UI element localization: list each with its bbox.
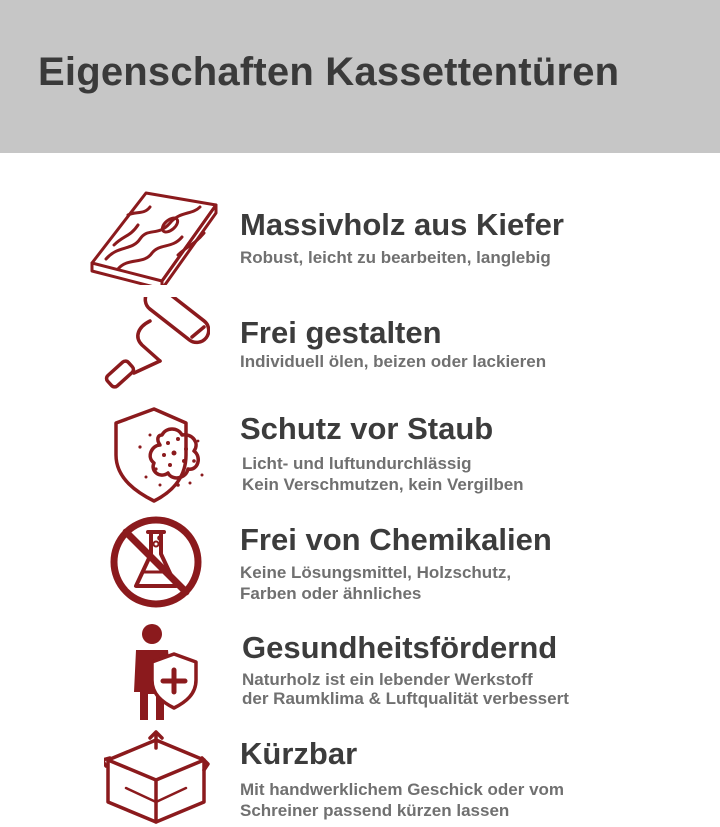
feature-title: Gesundheitsfördernd [242, 630, 558, 665]
feature-description: Individuell ölen, beizen oder lackieren [240, 352, 547, 371]
feature-massivholz [0, 185, 720, 285]
feature-description-line-1: Mit handwerklichem Geschick oder vom [240, 780, 565, 799]
feature-description-line-2: der Raumklima & Luftqualität verbessert [242, 689, 569, 708]
health-person-shield-icon [126, 620, 206, 725]
feature-schutz-staub [0, 405, 720, 505]
feature-title: Schutz vor Staub [240, 411, 494, 446]
feature-frei-gestalten [0, 297, 720, 397]
paint-roller-icon [100, 297, 210, 397]
feature-title: Kürzbar [240, 736, 358, 771]
wood-plank-icon [88, 185, 218, 285]
dust-shield-icon [110, 405, 210, 505]
feature-description-line-2: Kein Verschmutzen, kein Vergilben [242, 475, 524, 494]
feature-chemikalien [0, 512, 720, 612]
feature-description-line-1: Naturholz ist ein lebender Werkstoff [242, 670, 533, 689]
feature-description-line-1: Keine Lösungsmittel, Holzschutz, [240, 563, 512, 582]
feature-title: Frei von Chemikalien [240, 522, 552, 557]
feature-title: Frei gestalten [240, 315, 442, 350]
header-banner [0, 0, 720, 153]
page-title: Eigenschaften Kassettentüren [38, 50, 620, 94]
feature-title: Massivholz aus Kiefer [240, 207, 564, 242]
feature-kuerzbar [0, 730, 720, 827]
feature-description-line-2: Schreiner passend kürzen lassen [240, 801, 510, 820]
resize-box-icon [104, 730, 210, 825]
no-chemicals-icon [106, 512, 206, 612]
feature-description-line-2: Farben oder ähnliches [240, 584, 422, 603]
feature-gesundheit [0, 620, 720, 725]
feature-description: Robust, leicht zu bearbeiten, langlebig [240, 248, 551, 267]
feature-description-line-1: Licht- und luftundurchlässig [242, 454, 472, 473]
